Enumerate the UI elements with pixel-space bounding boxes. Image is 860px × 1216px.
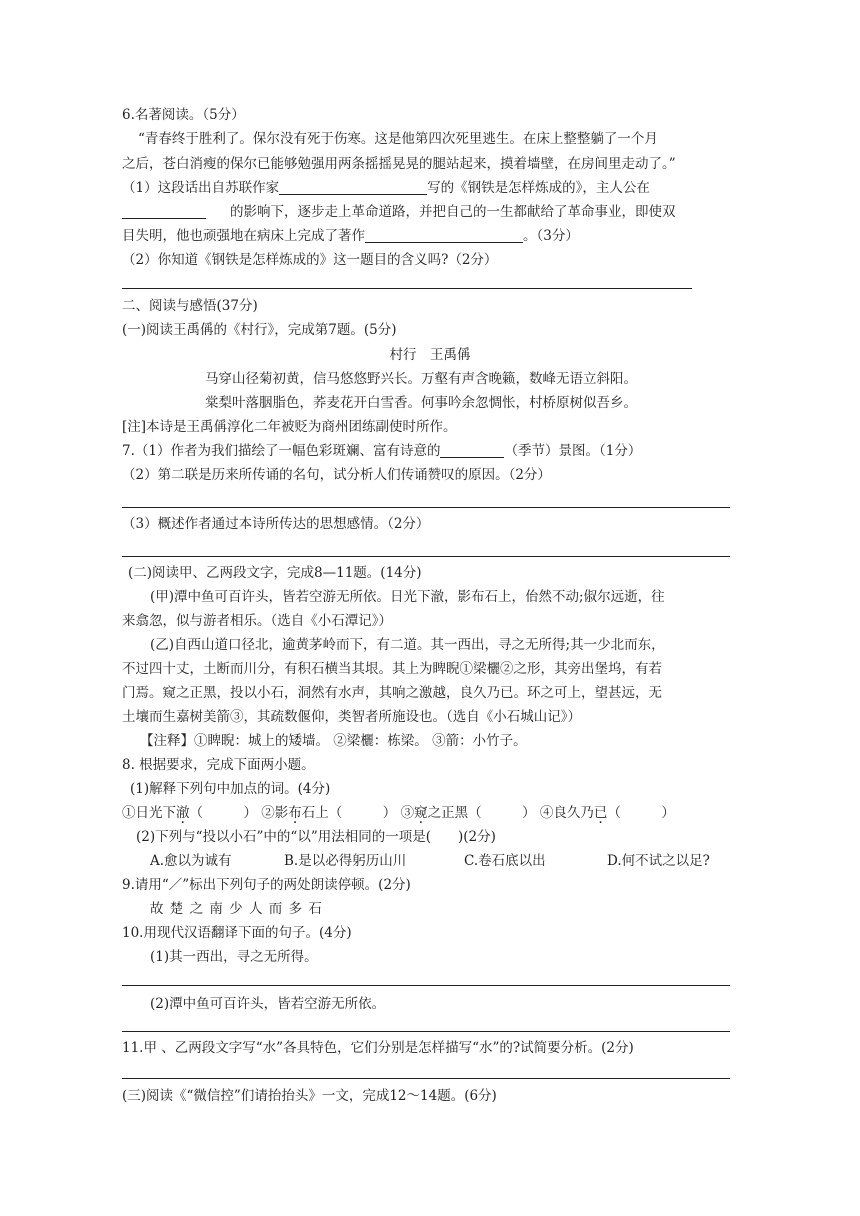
q8-item2[interactable]: [261, 805, 396, 821]
q6-sub1-text-c: 的影响下，逐步走上革命道路，并把自己的一生都献给了革命事业，即使双: [230, 204, 676, 220]
jia-line2: 来翕忽，似与游者相乐。（选自《小石潭记》）: [122, 613, 392, 629]
q8-item3[interactable]: [401, 805, 536, 821]
q11-title: 11.甲 、乙两段文字写“水”各具特色，它们分别是怎样描写“水”的?试简要分析。(2分): [122, 1040, 634, 1056]
part1-intro: (一)阅读王禹偁的《村行》，完成第7题。(5分): [122, 322, 397, 338]
q8-option-d[interactable]: D.何不试之以足?: [607, 853, 710, 869]
q8-item3-text: ③: [400, 805, 415, 821]
q9-sentence[interactable]: 故 楚 之 南 少 人 而 多 石: [150, 901, 322, 917]
q6-sub1-text-d: 目失明，他也顽强地在病床上完成了著作: [122, 228, 365, 244]
q8-item2-text: ②影: [261, 805, 289, 821]
poem-title: 村行 王禹偁: [389, 347, 471, 363]
q8-item4-text: ④良久乃: [539, 805, 594, 821]
poem-line2: 棠梨叶落胭脂色，荞麦花开白雪香。何事吟余忽惆怅，村桥原树似吾乡。: [205, 395, 637, 411]
poem-line1: 马穿山径菊初黄，信马悠悠野兴长。万壑有声含晚籁，数峰无语立斜阳。: [205, 371, 637, 387]
q10-sub1: (1)其一西出，寻之无所得。: [150, 949, 318, 965]
q7-sub1-text-b: （季节）景图。（1分）: [504, 443, 642, 459]
q6-sub1-text-b: 写的《钢铁是怎样炼成的》，主人公在: [427, 180, 650, 196]
part2-note: 【注释】①睥睨：城上的矮墙。 ②梁欐：栋梁。 ③箭：小竹子。: [140, 733, 527, 749]
q7-sub1-text-a: 7.（1）作者为我们描绘了一幅色彩斑斓、富有诗意的: [122, 443, 441, 459]
yi-line3: 门焉。窥之正黑，投以小石，洞然有水声，其响之激越，良久乃已。环之可上，望甚远，无: [122, 685, 662, 701]
q6-passage-line2: 之后，苍白消瘦的保尔已能够勉强用两条摇摇晃晃的腿站起来，摸着墙壁，在房间里走动了。”: [122, 156, 676, 172]
q6-passage-line1: “青春终于胜利了。保尔没有死于伤寒。这是他第四次死里逃生。在床上整整躺了一个月: [138, 131, 658, 147]
q8-title: 8. 根据要求，完成下面两小题。: [122, 757, 315, 773]
q8-item2-blank: 石上（ ）: [301, 805, 397, 821]
q8-options: [150, 849, 730, 873]
part2-intro: (二)阅读甲、乙两段文字，完成8—11题。(14分): [128, 565, 422, 581]
q7-sub3: （3）概述作者通过本诗所传达的思想感情。（2分）: [122, 516, 430, 532]
season-blank[interactable]: [440, 441, 504, 458]
q8-sub2: (2)下列与“投以小石”中的“以”用法相同的一项是( )(2分): [136, 829, 496, 845]
q6-sub1-line3: [122, 224, 579, 248]
work-blank[interactable]: [365, 226, 523, 243]
q6-sub1-line1: [122, 176, 650, 200]
q8-item2-dotted-word: 布: [288, 805, 302, 821]
q8-item4-dotted-word: 已: [593, 805, 608, 821]
q6-answer-line[interactable]: [122, 288, 692, 289]
q8-option-a[interactable]: A.愈以为诚有: [150, 853, 232, 869]
q8-sub1: (1)解释下列句中加点的词。(4分): [130, 781, 331, 797]
poem-note: [注]本诗是王禹偁淳化二年被贬为商州团练副使时所作。: [122, 419, 457, 435]
q7-sub3-answer-line[interactable]: [122, 556, 730, 557]
q8-option-c[interactable]: C.卷石底以出: [464, 853, 546, 869]
q6-sub1-text-a: （1）这段话出自苏联作家: [122, 180, 280, 196]
q10-sub2: (2)潭中鱼可百许头，皆若空游无所依。: [150, 996, 386, 1012]
q6-sub2: （2）你知道《钢铁是怎样炼成的》这一题目的含义吗?（2分）: [122, 252, 498, 268]
q8-item3-blank: 之正黑（ ）: [427, 805, 536, 821]
yi-line2: 不过四十丈，土断而川分，有积石横当其垠。其上为睥睨①梁欐②之形，其旁出堡坞，有若: [122, 661, 662, 677]
q8-item1-dotted-word: 澈: [176, 805, 190, 821]
q10-sub1-answer-line[interactable]: [122, 985, 730, 986]
q8-item1-text: ①日光下: [122, 805, 176, 821]
q8-item4-blank: （ ）: [607, 805, 675, 821]
yi-line4: 土壤而生嘉树美箭③，其疏数偃仰，类智者所施设也。（选自《小石城山记》）: [122, 709, 581, 725]
q8-item4[interactable]: [540, 805, 675, 821]
q10-title: 10.用现代汉语翻译下面的句子。(4分): [122, 925, 352, 941]
author-blank[interactable]: [279, 178, 427, 195]
q9-title: 9.请用“／”标出下列句子的两处朗读停顿。(2分): [122, 877, 411, 893]
q8-item1[interactable]: [122, 805, 257, 821]
q6-sub1-text-e: 。（3分）: [523, 228, 579, 244]
q8-item3-dotted-word: 窥: [414, 805, 428, 821]
q8-item1-blank: （ ）: [189, 805, 257, 821]
q7-sub1: [122, 439, 641, 463]
q8-items-line: [122, 801, 675, 825]
jia-line1: (甲)潭中鱼可百许头，皆若空游无所依。日光下澈，影布石上，佁然不动;俶尔远逝，往: [150, 589, 665, 605]
q10-sub2-answer-line[interactable]: [122, 1031, 730, 1032]
yi-line1: (乙)自西山道口径北，逾黄茅岭而下，有二道。其一西出，寻之无所得;其一少北而东，: [150, 637, 665, 653]
q7-sub2-answer-line[interactable]: [122, 507, 730, 508]
q6-title: 6.名著阅读。（5分）: [122, 107, 245, 123]
q8-option-b[interactable]: B.是以必得躬历山川: [284, 853, 407, 869]
part3-intro: (三)阅读《“微信控”们请抬抬头》一文，完成12～14题。(6分): [122, 1088, 497, 1104]
q7-sub2: （2）第二联是历来所传诵的名句，试分析人们传诵赞叹的原因。（2分）: [122, 467, 551, 483]
q11-answer-line[interactable]: [122, 1078, 730, 1079]
q6-sub1-line2: [122, 200, 676, 224]
influence-blank[interactable]: [122, 202, 206, 219]
section2-heading: 二、阅读与感悟(37分): [122, 298, 258, 314]
